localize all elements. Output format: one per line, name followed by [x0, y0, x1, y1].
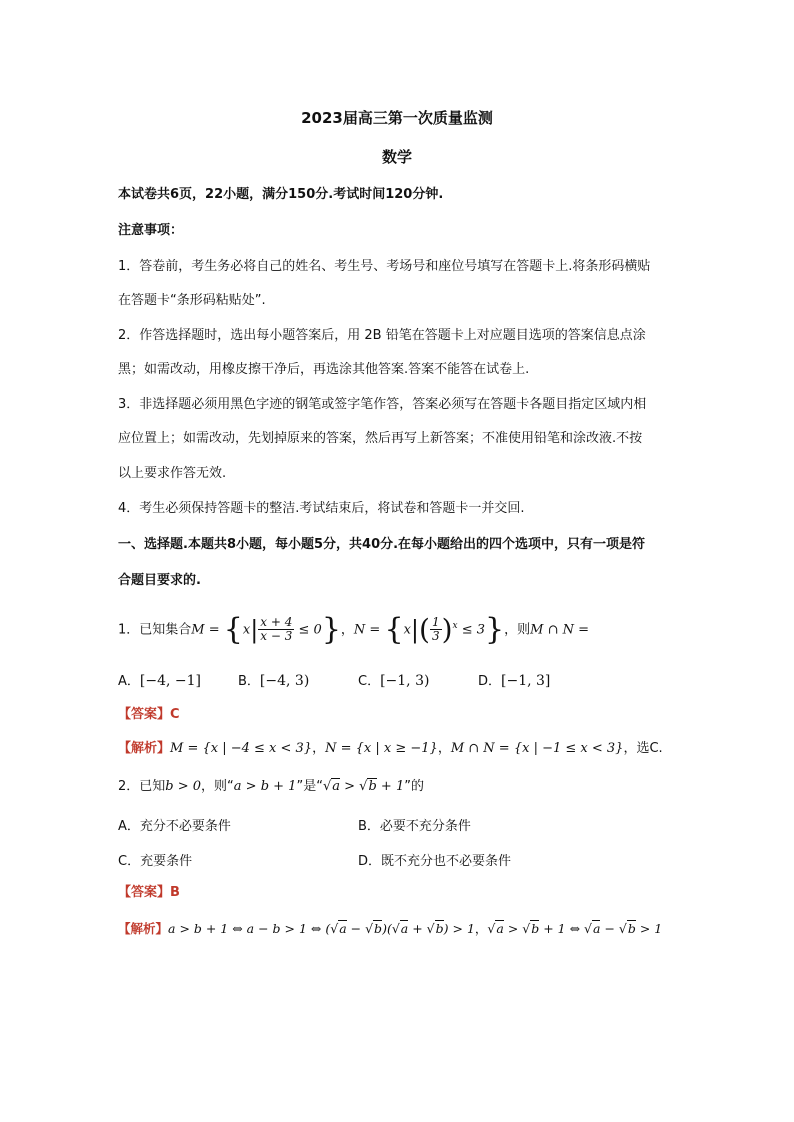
notice-line: 以上要求作答无效.	[118, 466, 227, 481]
option-b: B．必要不充分条件	[358, 819, 471, 834]
notice-line: 应位置上；如需改动，先划掉原来的答案，然后再写上新答案；不准使用铅笔和涂改液.不按	[118, 431, 643, 446]
option-a: A．[−4, −1]	[118, 673, 202, 689]
notice-line: 黑；如需改动，用橡皮擦干净后，再选涂其他答案.答案不能答在试卷上.	[118, 362, 530, 377]
question-1: 1．已知集合M = {x| $\frac{x + 4}{x - 3}$ ≤ 0}，N = {x|( $\frac{1}{3}$ )$^x$ ≤ 3}，则M ∩ N =	[118, 611, 590, 647]
analysis-1: 【解析】M = {x | −4 ≤ x < 3}，N = {x | x ≥ −1}，M ∩ N = {x | −1 ≤ x < 3}，选C.	[118, 741, 663, 756]
analysis-2: 【解析】a > b + 1 ⇔ a − b > 1 ⇔ (√a − √b)(√a + √b) > 1，√a > √b + 1 ⇔ √a − √b > 1	[118, 921, 663, 936]
option-b: B．[−4, 3)	[238, 673, 310, 689]
subject-title: 数学	[381, 148, 412, 166]
notice-title: 注意事项：	[118, 223, 184, 238]
exam-title: 2023届高三第一次质量监测	[301, 109, 493, 127]
section-heading-cont: 合题目要求的.	[118, 573, 201, 588]
option-d: D．既不充分也不必要条件	[358, 854, 512, 869]
section-heading: 一、选择题.本题共8小题，每小题5分，共40分.在每小题给出的四个选项中，只有一项是符	[118, 537, 646, 552]
option-c: C．[−1, 3)	[358, 673, 430, 689]
question-2: 2．已知b > 0，则“a > b + 1”是“√a > √b + 1”的	[118, 779, 424, 794]
notice-line: 2．作答选择题时，选出每小题答案后，用 2B 铅笔在答题卡上对应题目选项的答案信息点涂	[118, 328, 646, 343]
option-c: C．充要条件	[118, 854, 193, 869]
answer-2: 【答案】B	[118, 885, 180, 900]
notice-line: 3．非选择题必须用黑色字迹的钢笔或签字笔作答，答案必须写在答题卡各题目指定区域内相	[118, 397, 647, 412]
notice-line: 1．答卷前，考生务必将自己的姓名、考生号、考场号和座位号填写在答题卡上.将条形码横贴	[118, 259, 651, 274]
option-a: A．充分不必要条件	[118, 819, 231, 834]
option-d: D．[−1, 3]	[478, 673, 551, 689]
answer-1: 【答案】C	[118, 707, 180, 722]
fraction: $\frac{x + 4}{x - 3}$	[260, 615, 293, 644]
exam-intro: 本试卷共6页，22小题，满分150分.考试时间120分钟.	[118, 187, 444, 202]
notice-line: 在答题卡“条形码粘贴处”.	[118, 293, 266, 308]
notice-line: 4．考生必须保持答题卡的整洁.考试结束后，将试卷和答题卡一并交回.	[118, 501, 525, 516]
